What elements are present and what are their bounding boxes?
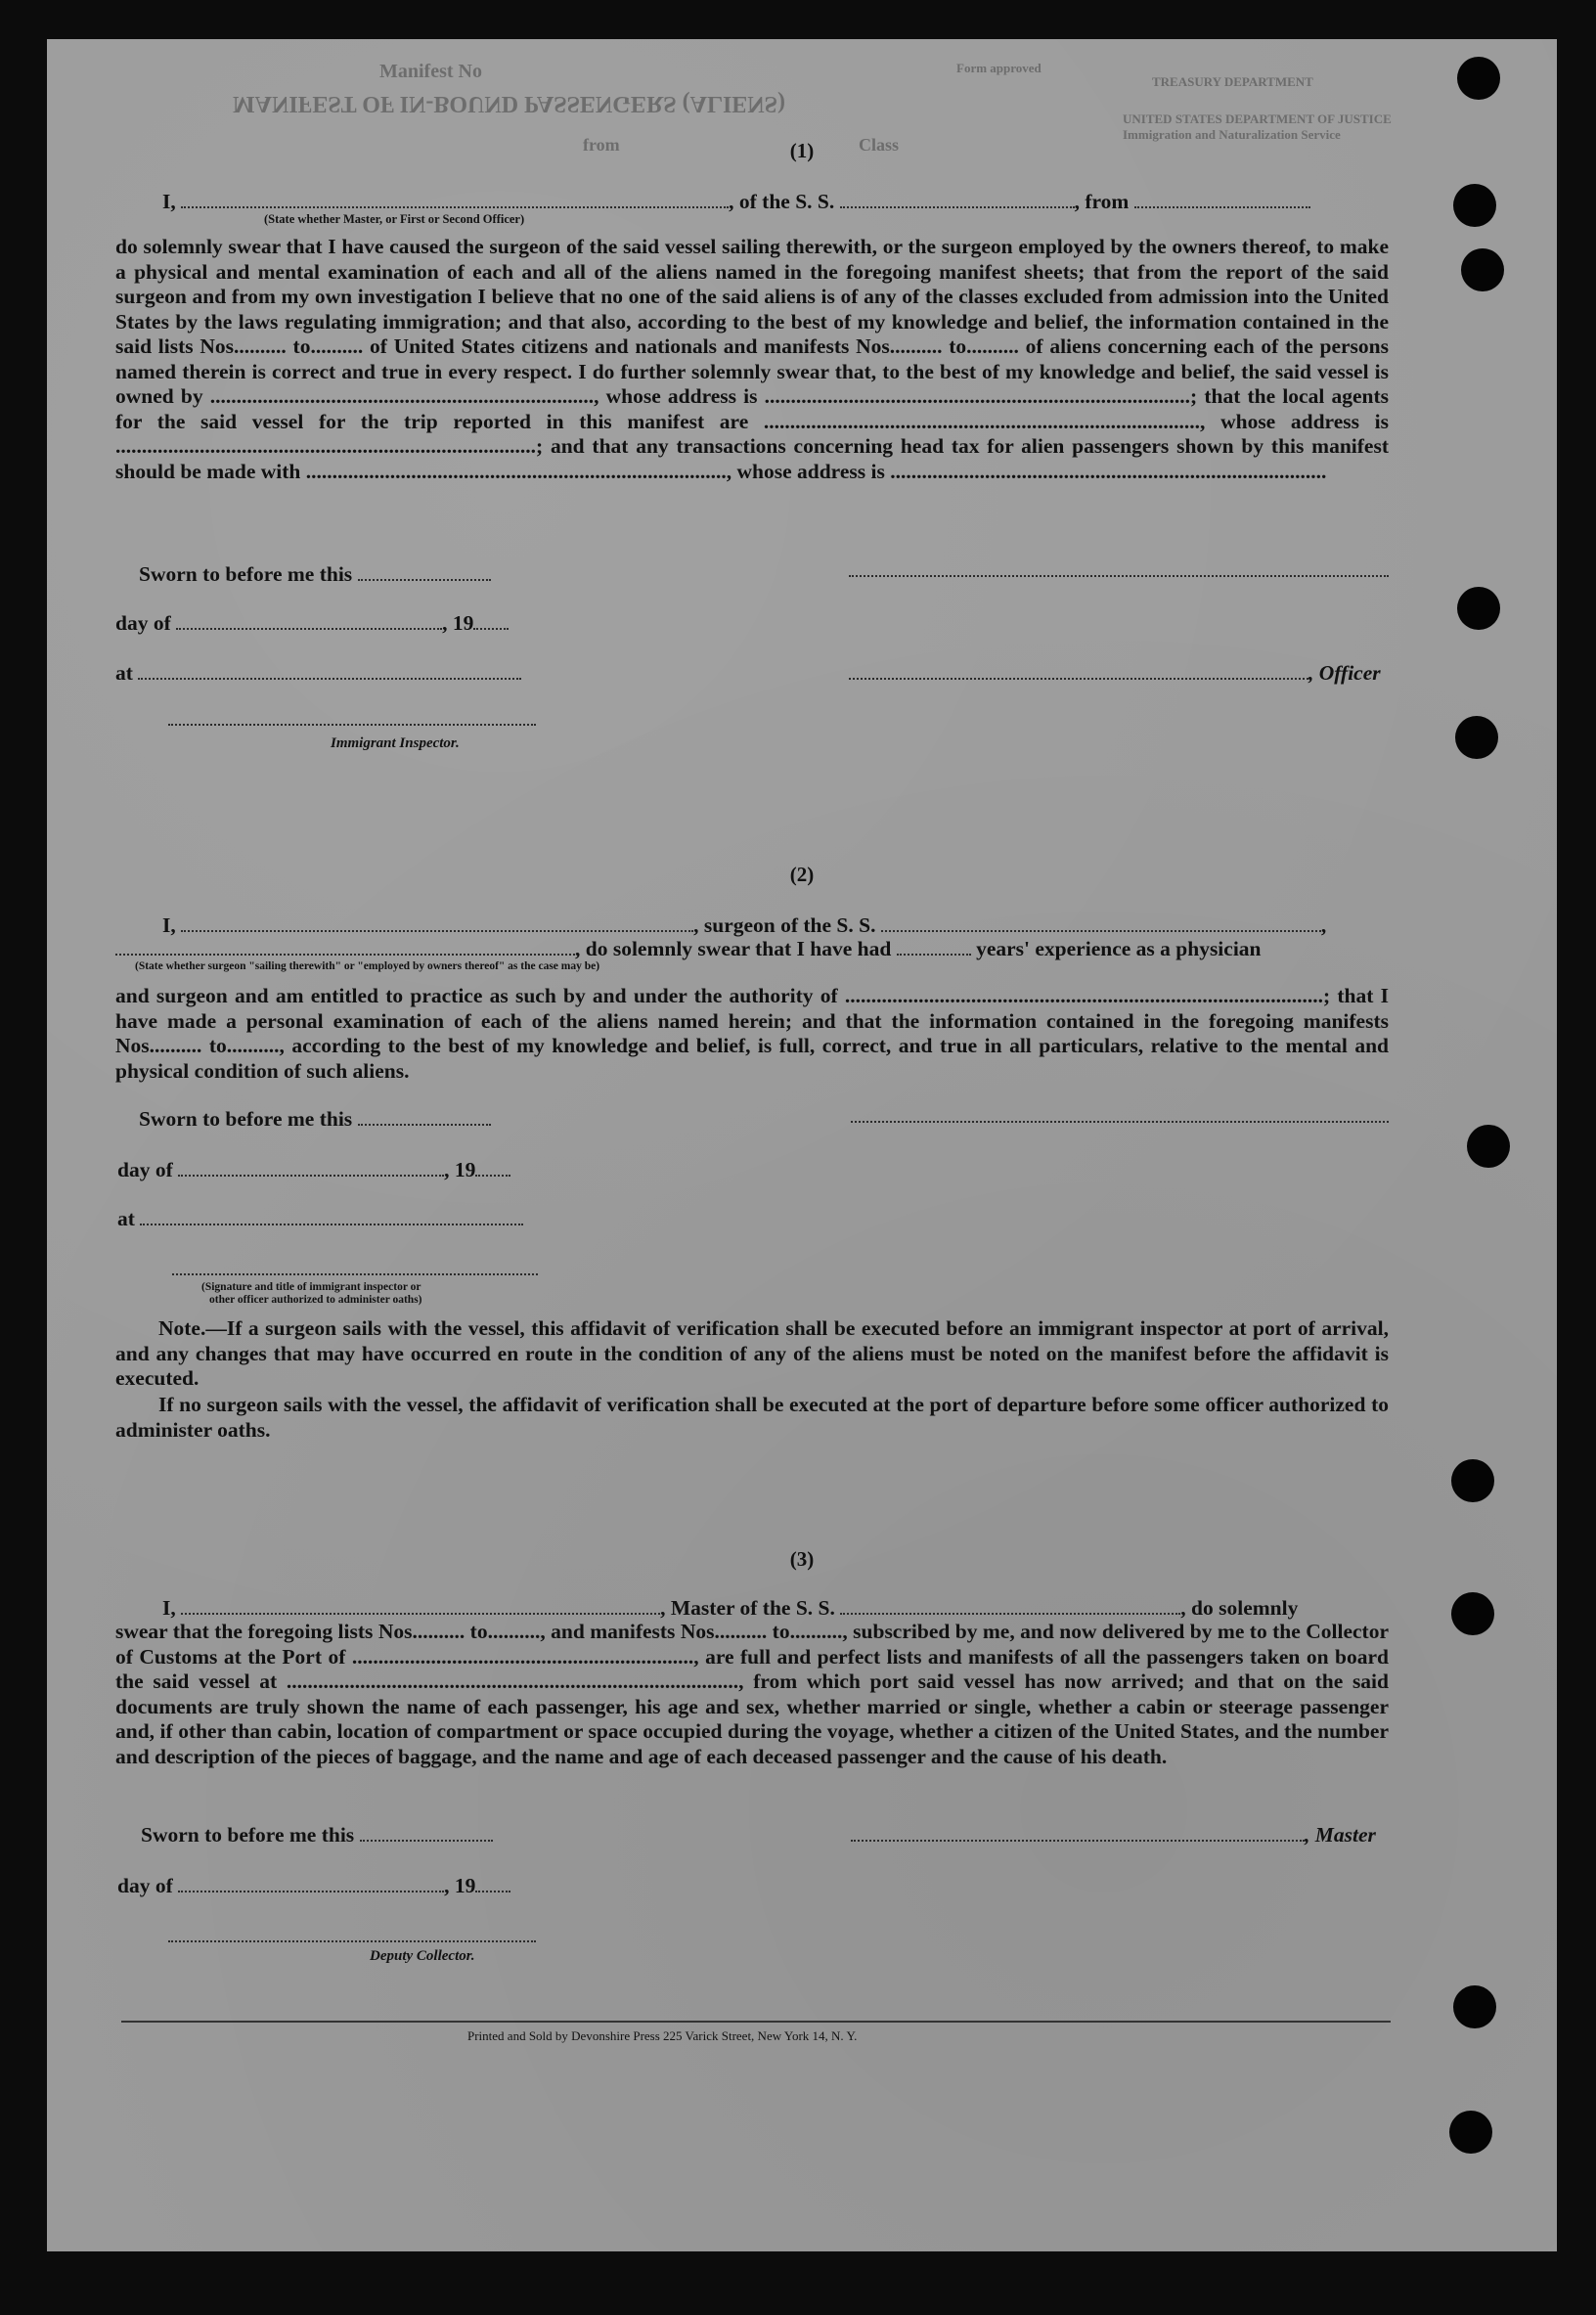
section-2-at: at	[117, 1207, 523, 1231]
ghost-header-3: Class	[859, 135, 900, 155]
section-2-declarant-line: I, , surgeon of the S. S. ,	[162, 913, 1327, 937]
punch-hole	[1453, 1985, 1496, 2028]
section-2-hint: (State whether surgeon "sailing therewith" or "employed by owners thereof" as the case may be)	[135, 960, 600, 972]
section-1-i: I,	[162, 190, 176, 213]
ghost-header-right-2: TREASURY DEPARTMENT	[1152, 74, 1313, 89]
punch-hole	[1467, 1125, 1510, 1168]
punch-hole	[1451, 1592, 1494, 1635]
section-3-paragraph: swear that the foregoing lists Nos.......... to.........., and manifests Nos.......... to.........., subscribed by me, and now delivered by me to the Collector of Customs at the Port of ................................................................., are full and perfect lists and manifests of all the passengers taken on board the said vessel at ......................................................................................, from which port said vessel has now arrived; and that on the said documents are truly shown the name of each passenger, his age and sex, whether married or single, whether a cabin or steerage passenger and, if other than cabin, location of compartment or space occupied during the voyage, whether a citizen of the United States, and the number and description of the pieces of baggage, and the name and age of each deceased passenger and the cause of his death.	[115, 1620, 1389, 1768]
punch-hole	[1457, 587, 1500, 630]
section-2-experience-line: , do solemnly swear that I have had years' experience as a physician	[115, 937, 1262, 961]
punch-hole	[1461, 248, 1504, 291]
section-3-master: , Master	[851, 1823, 1376, 1848]
ghost-header-4: from	[583, 135, 620, 155]
ghost-header-right-1: Form approved	[956, 61, 1042, 75]
section-2-sworn: Sworn to before me this	[139, 1107, 491, 1132]
section-2-officer-signature-line	[172, 1273, 538, 1275]
ghost-header-1: Manifest No	[379, 61, 482, 82]
section-2-note-2: If no surgeon sails with the vessel, the affidavit of verification shall be executed at the port of departure before some officer authorized to administer oaths.	[115, 1393, 1389, 1442]
section-1-inspector-caption: Immigrant Inspector.	[331, 735, 460, 751]
section-2-day-of: day of , 19	[117, 1158, 510, 1182]
section-3-number: (3)	[789, 1547, 815, 1571]
ghost-header-right-3: UNITED STATES DEPARTMENT OF JUSTICE	[1123, 111, 1392, 126]
section-2-caption-2: other officer authorized to administer oaths)	[209, 1294, 422, 1306]
section-3-declarant-line: I, , Master of the S. S. , do solemnly	[162, 1596, 1299, 1620]
punch-hole	[1453, 184, 1496, 227]
section-1-sworn: Sworn to before me this	[139, 562, 491, 587]
section-3-day-of: day of , 19	[117, 1874, 510, 1898]
section-2-note-1: Note.—If a surgeon sails with the vessel, this affidavit of verification shall be executed before an immigrant inspector at port of arrival, and any changes that may have occurred en route in the condition of any of the aliens must be noted on the manifest before the affidavit is executed.	[115, 1316, 1389, 1390]
footer-rule	[121, 2021, 1391, 2023]
section-1-declarant-line	[162, 190, 1310, 214]
section-1-ss: , of the S. S.	[729, 190, 835, 213]
section-2-caption-1: (Signature and title of immigrant inspector or	[201, 1281, 421, 1293]
document-sheet	[47, 39, 1557, 2251]
ghost-header-2: MANIFEST OF IN-BOUND PASSENGERS (ALIENS)	[233, 91, 785, 116]
section-1-inspector-signature-line	[168, 724, 536, 726]
section-1-from: , from	[1074, 190, 1130, 213]
section-1-at: at	[115, 661, 521, 686]
section-1-paragraph: do solemnly swear that I have caused the surgeon of the said vessel sailing therewith, or the surgeon employed by the owners thereof, to make a physical and mental examination of each and all of the aliens named in the foregoing manifest sheets; that from the report of the said surgeon and from my own investigation I believe that no one of the said aliens is of any of the classes excluded from admission into the United States by the laws regulating immigration; and that also, according to the best of my knowledge and belief, the information contained in the said lists Nos.......... to.......... of United States citizens and nationals and manifests Nos.......... to.......... of aliens concerning each of the persons named therein is correct and true in every respect. I do further solemnly swear that, to the best of my knowledge and belief, the said vessel is owned by ........................................................................., whose address is .................................................................................; that the local agents for the said vessel for the trip reported in this manifest are ..................................................................................., whose address is ................................................................................; and that any transactions concerning head tax for alien passengers shown by this manifest should be made with ................................................................................, whose address is ...................................................................................	[115, 235, 1389, 483]
section-3-collector-caption: Deputy Collector.	[370, 1948, 475, 1964]
section-2-paragraph: and surgeon and am entitled to practice as such by and under the authority of ...........................................................................................; that I have made a personal examination of each of the aliens named herein; and that the information contained in the foregoing manifests Nos.......... to.........., according to the best of my knowledge and belief, is full, correct, and true in all particulars, relative to the mental and physical condition of such aliens.	[115, 984, 1389, 1083]
section-3-sworn: Sworn to before me this	[141, 1823, 493, 1848]
section-1-hint: (State whether Master, or First or Second Officer)	[264, 212, 525, 226]
section-1-officer: , Officer	[849, 661, 1381, 686]
section-2-number: (2)	[789, 863, 815, 886]
printer-credit: Printed and Sold by Devonshire Press 225 Varick Street, New York 14, N. Y.	[467, 2028, 858, 2043]
section-2-signature-line	[851, 1121, 1389, 1123]
punch-hole	[1455, 716, 1498, 759]
section-1-number: (1)	[789, 139, 815, 162]
section-1-officer-signature-line	[849, 575, 1389, 577]
punch-hole	[1457, 57, 1500, 100]
ghost-header-right-4: Immigration and Naturalization Service	[1123, 127, 1341, 142]
punch-hole	[1451, 1459, 1494, 1502]
punch-hole	[1449, 2111, 1492, 2154]
section-1-day-of: day of , 19	[115, 611, 509, 636]
section-3-collector-signature-line	[168, 1940, 536, 1942]
